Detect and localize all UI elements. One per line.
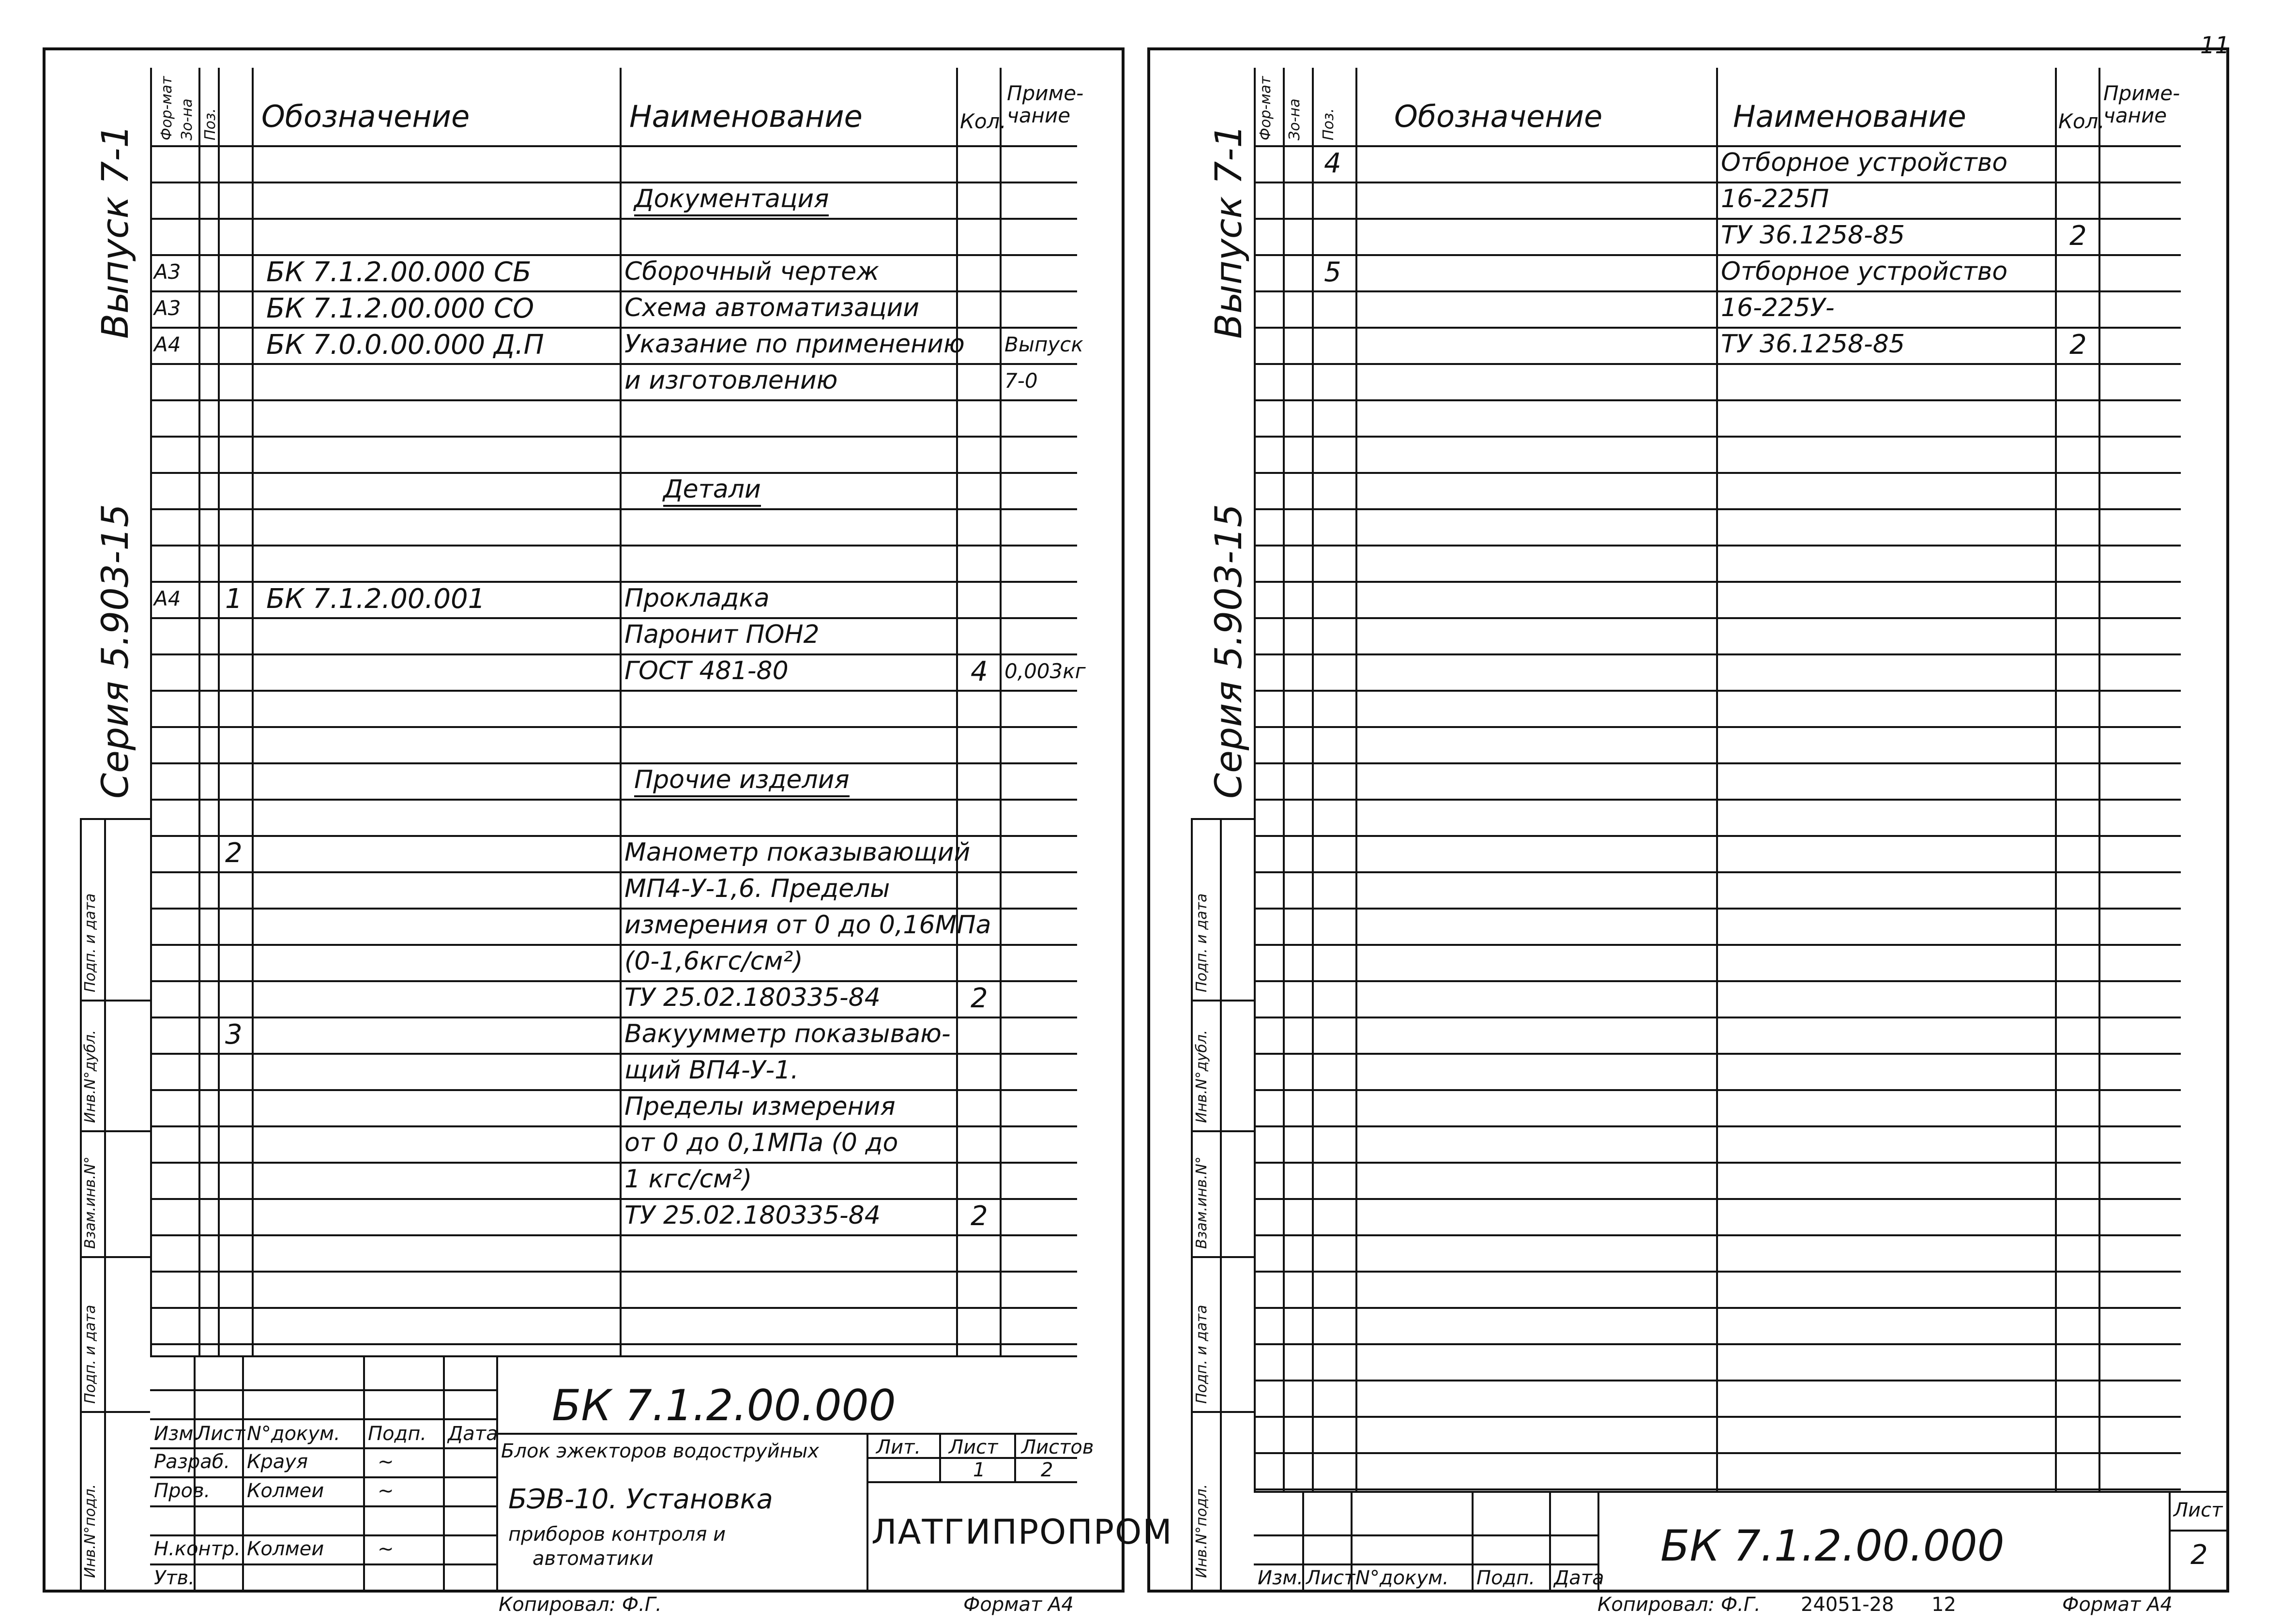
stamp-vzam-inv: Взам.инв.N° <box>1193 1156 1210 1249</box>
tb-sheet-val: 2 <box>2190 1539 2208 1571</box>
grid-line <box>2055 68 2057 1491</box>
stamp-line <box>80 1130 150 1132</box>
row-qty: 2 <box>971 983 988 1014</box>
header-designation: Обозначение <box>261 99 470 134</box>
stamp-line <box>1191 1000 1254 1002</box>
row-qty: 2 <box>971 1200 988 1232</box>
row-designation: БК 7.1.2.00.001 <box>266 583 486 615</box>
tb-col-izm: Изм. <box>154 1423 200 1445</box>
tb-sheet: Лист <box>2174 1499 2223 1521</box>
row-line <box>1254 944 2181 946</box>
row-line <box>1254 1017 2181 1018</box>
grid-line <box>1283 68 1285 1491</box>
corner-sheet-mark: 11 <box>2200 32 2230 59</box>
row-pos: 2 <box>225 837 243 869</box>
row-name: Схема автоматизации <box>624 293 919 322</box>
tb-line <box>150 1389 496 1391</box>
row-line <box>150 690 1077 692</box>
row-line <box>1254 218 2181 220</box>
row-qty: 2 <box>2069 220 2087 252</box>
stamp-line <box>80 1000 150 1002</box>
row-line <box>1254 617 2181 619</box>
side-vypusk: Выпуск 7-1 <box>93 124 137 339</box>
row-line <box>150 290 1077 292</box>
doc-code: БК 7.1.2.00.000 <box>552 1381 896 1430</box>
header-name: Наименование <box>1733 99 1966 134</box>
row-line <box>1254 1125 2181 1127</box>
tb-sign-prov: ~ <box>378 1480 394 1502</box>
row-line <box>1254 835 2181 837</box>
footer-order: 24051-28 <box>1801 1594 1894 1616</box>
row-name: от 0 до 0,1МПа (0 до <box>624 1128 898 1157</box>
tb-line <box>867 1481 1077 1483</box>
tb-lit: Лит. <box>876 1436 921 1458</box>
stamp-inv-podl: Инв.N°подл. <box>82 1484 99 1578</box>
stamp-line <box>1191 1130 1254 1132</box>
row-line <box>1254 1343 2181 1345</box>
row-name: (0-1,6кгс/см²) <box>624 947 803 976</box>
stamp-podp-data-2: Подп. и дата <box>82 893 99 992</box>
row-line <box>1254 1089 2181 1091</box>
tb-sign-nkontr: ~ <box>378 1538 394 1560</box>
row-line <box>150 1162 1077 1164</box>
row-line <box>1254 472 2181 474</box>
grid-line <box>104 818 106 1590</box>
row-name: и изготовлению <box>624 366 838 395</box>
right-sheet <box>1147 47 2229 1593</box>
row-line <box>150 218 1077 220</box>
row-name: ТУ 25.02.180335-84 <box>624 983 881 1012</box>
header-zone: Зо-на <box>1286 98 1303 140</box>
tb-line <box>496 1433 1077 1435</box>
tb-line <box>150 1418 496 1420</box>
tb-line <box>2169 1491 2171 1593</box>
row-line <box>1254 1198 2181 1200</box>
tb-col-list: Лист <box>196 1423 245 1445</box>
row-line <box>150 1089 1077 1091</box>
row-line <box>150 835 1077 837</box>
tb-role-utv: Утв. <box>154 1567 195 1589</box>
row-line <box>150 472 1077 474</box>
row-pos: 3 <box>225 1019 243 1050</box>
row-line <box>150 254 1077 256</box>
row-line <box>150 1271 1077 1273</box>
row-line <box>1254 436 2181 438</box>
row-line <box>150 908 1077 910</box>
row-note: 7-0 <box>1004 369 1038 393</box>
row-name: Указание по применению <box>624 330 965 359</box>
tb-sign-razrab: ~ <box>378 1451 394 1473</box>
tb-line <box>939 1433 941 1481</box>
doc-code: БК 7.1.2.00.000 <box>1660 1521 2005 1571</box>
tb-line <box>496 1355 498 1593</box>
stamp-inv-dubl: Инв.N°дубл. <box>1193 1030 1210 1123</box>
row-line <box>150 399 1077 401</box>
footer-copied: Копировал: Ф.Г. <box>499 1594 662 1616</box>
row-line <box>1254 1488 2181 1490</box>
row-note: Выпуск <box>1004 333 1083 356</box>
row-name: Документация <box>634 186 829 216</box>
side-seriya: Серия 5.903-15 <box>93 503 137 799</box>
row-name: ТУ 36.1258-85 <box>1721 221 1905 250</box>
stamp-podp-data-2: Подп. и дата <box>1193 893 1210 992</box>
tb-col-izm: Изм. <box>1258 1567 1304 1589</box>
header-zone: Зо-на <box>179 98 196 140</box>
row-line <box>150 1234 1077 1236</box>
row-name: Прокладка <box>624 584 770 613</box>
header-qty: Кол. <box>960 109 1006 133</box>
row-line <box>1254 871 2181 873</box>
row-line <box>1254 399 2181 401</box>
row-name: 16-225П <box>1721 184 1829 213</box>
grid-line <box>1254 68 1256 1491</box>
header-note: Приме-чание <box>2103 81 2180 128</box>
header-name: Наименование <box>629 99 863 134</box>
header-qty: Кол. <box>2058 109 2105 133</box>
row-line <box>1254 581 2181 583</box>
tb-line <box>2169 1530 2229 1532</box>
footer-num: 12 <box>1931 1594 1956 1616</box>
stamp-inv-podl: Инв.N°подл. <box>1193 1484 1210 1578</box>
row-pos: 1 <box>225 583 243 615</box>
row-name: МП4-У-1,6. Пределы <box>624 874 890 903</box>
row-line <box>1254 1053 2181 1055</box>
row-line <box>1254 327 2181 329</box>
row-name: 16-225У- <box>1721 293 1835 322</box>
tb-line <box>150 1476 496 1478</box>
tb-line <box>1254 1534 1597 1536</box>
row-line <box>150 1307 1077 1309</box>
tb-sheet-val: 1 <box>973 1459 986 1481</box>
grid-line <box>1191 818 1193 1590</box>
left-sheet <box>43 47 1125 1593</box>
stamp-line <box>1191 818 1254 820</box>
tb-line <box>150 1534 496 1536</box>
row-line <box>150 980 1077 982</box>
footer-copied: Копировал: Ф.Г. <box>1597 1594 1761 1616</box>
tb-name-prov: Колмеи <box>247 1480 324 1502</box>
row-line <box>150 1343 1077 1345</box>
row-line <box>1254 980 2181 982</box>
row-designation: БК 7.0.0.00.000 Д.П <box>266 329 544 361</box>
side-vypusk: Выпуск 7-1 <box>1207 124 1250 339</box>
header-note: Приме-чание <box>1007 81 1084 128</box>
row-name: щий ВП4-У-1. <box>624 1056 799 1085</box>
stamp-line <box>80 1256 150 1258</box>
row-name: ТУ 25.02.180335-84 <box>624 1201 881 1230</box>
row-line <box>150 508 1077 510</box>
tb-line <box>1254 1563 1597 1565</box>
row-line <box>150 1053 1077 1055</box>
row-line <box>150 363 1077 365</box>
row-line <box>1254 653 2181 655</box>
header-designation: Обозначение <box>1394 99 1603 134</box>
grid-line <box>1716 68 1718 1491</box>
row-line <box>1254 762 2181 764</box>
header-pos: Поз. <box>1320 108 1337 140</box>
tb-line <box>1014 1433 1016 1481</box>
row-name: Паронит ПОН2 <box>624 620 820 649</box>
row-name: Сборочный чертеж <box>624 257 879 286</box>
stamp-vzam-inv: Взам.инв.N° <box>82 1156 99 1249</box>
row-line <box>1254 508 2181 510</box>
row-line <box>150 762 1077 764</box>
tb-col-data: Дата <box>1554 1567 1604 1589</box>
title-block-top <box>150 1355 1077 1357</box>
row-line <box>150 545 1077 546</box>
row-line <box>1254 908 2181 910</box>
tb-line <box>1549 1491 1551 1593</box>
row-line <box>1254 1162 2181 1164</box>
tb-line <box>150 1505 496 1507</box>
tb-role-nkontr: Н.контр. <box>154 1538 241 1560</box>
row-name: Отборное устройство <box>1721 148 2008 177</box>
tb-title-1: Блок эжекторов водоструйных <box>501 1440 819 1462</box>
row-line <box>1254 1452 2181 1454</box>
tb-line <box>150 1447 496 1449</box>
row-name: Пределы измерения <box>624 1092 896 1121</box>
row-name: ГОСТ 481-80 <box>624 656 789 685</box>
row-designation: БК 7.1.2.00.000 СБ <box>266 257 532 288</box>
tb-title-4: автоматики <box>532 1548 654 1570</box>
row-line <box>1254 1380 2181 1381</box>
row-format: А4 <box>154 333 181 356</box>
row-line <box>1254 1234 2181 1236</box>
row-line <box>1254 726 2181 728</box>
footer-format: Формат А4 <box>2062 1594 2173 1616</box>
stamp-podp-data: Подп. и дата <box>1193 1305 1210 1404</box>
row-name: ТУ 36.1258-85 <box>1721 330 1905 359</box>
tb-role-prov: Пров. <box>154 1480 211 1502</box>
stamp-line <box>1191 1411 1254 1413</box>
row-line <box>150 617 1077 619</box>
tb-col-list: Лист <box>1306 1567 1355 1589</box>
row-line <box>1254 363 2181 365</box>
row-name: 1 кгс/см²) <box>624 1165 752 1194</box>
title-block-top <box>1254 1491 2229 1493</box>
tb-col-data: Дата <box>448 1423 498 1445</box>
header-format: Фор-мат <box>1257 76 1274 140</box>
tb-name-nkontr: Колмеи <box>247 1538 324 1560</box>
row-line <box>1254 182 2181 183</box>
row-line <box>1254 690 2181 692</box>
row-qty: 4 <box>971 656 988 687</box>
header-line <box>1254 145 2181 147</box>
row-line <box>1254 1271 2181 1273</box>
row-line <box>150 1198 1077 1200</box>
header-pos: Поз. <box>202 108 219 140</box>
row-designation: БК 7.1.2.00.000 СО <box>266 293 534 324</box>
tb-col-ndok: N°докум. <box>1355 1567 1449 1589</box>
row-format: А3 <box>154 260 181 284</box>
row-line <box>1254 254 2181 256</box>
tb-name-razrab: Крауя <box>247 1451 308 1473</box>
row-pos: 4 <box>1324 148 1341 179</box>
row-line <box>150 182 1077 183</box>
stamp-podp-data: Подп. и дата <box>82 1305 99 1404</box>
row-line <box>150 799 1077 801</box>
header-line <box>150 145 1077 147</box>
side-seriya: Серия 5.903-15 <box>1207 503 1250 799</box>
row-line <box>150 1017 1077 1018</box>
tb-col-podp: Подп. <box>368 1423 427 1445</box>
stamp-line <box>80 818 150 820</box>
grid-line <box>1220 818 1222 1590</box>
header-format: Фор-мат <box>158 76 175 140</box>
row-name: Детали <box>663 477 761 507</box>
tb-sheets: Листов <box>1021 1436 1094 1458</box>
row-line <box>150 653 1077 655</box>
row-format: А3 <box>154 296 181 320</box>
footer-format: Формат А4 <box>963 1594 1074 1616</box>
tb-sheets-val: 2 <box>1041 1459 1053 1481</box>
grid-line <box>1312 68 1314 1491</box>
stamp-inv-dubl: Инв.N°дубл. <box>82 1030 99 1123</box>
row-line <box>150 327 1077 329</box>
row-line <box>150 726 1077 728</box>
tb-title-2: БЭВ-10. Установка <box>508 1484 773 1515</box>
row-line <box>150 944 1077 946</box>
tb-org: ЛАТГИПРОПРОМ <box>871 1512 1173 1552</box>
tb-col-podp: Подп. <box>1476 1567 1536 1589</box>
row-line <box>1254 1416 2181 1418</box>
row-format: А4 <box>154 587 181 610</box>
row-line <box>150 871 1077 873</box>
row-qty: 2 <box>2069 329 2087 361</box>
row-name: Вакуумметр показываю- <box>624 1019 951 1048</box>
grid-line <box>1355 68 1357 1491</box>
row-line <box>150 1125 1077 1127</box>
row-line <box>150 436 1077 438</box>
stamp-line <box>1191 1256 1254 1258</box>
row-name: Отборное устройство <box>1721 257 2008 286</box>
row-line <box>1254 545 2181 546</box>
row-line <box>1254 799 2181 801</box>
stamp-line <box>80 1411 150 1413</box>
tb-title-3: приборов контроля и <box>508 1523 726 1546</box>
tb-sheet: Лист <box>949 1436 998 1458</box>
tb-line <box>150 1563 496 1565</box>
tb-role-razrab: Разраб. <box>154 1451 230 1473</box>
row-line <box>1254 290 2181 292</box>
row-name: измерения от 0 до 0,16МПа <box>624 911 991 940</box>
row-line <box>150 581 1077 583</box>
row-name: Прочие изделия <box>634 767 850 797</box>
grid-line <box>2099 68 2100 1491</box>
row-line <box>1254 1307 2181 1309</box>
row-pos: 5 <box>1324 257 1341 288</box>
row-name: Манометр показывающий <box>624 838 971 867</box>
tb-col-ndok: N°докум. <box>247 1423 340 1445</box>
tb-line <box>1472 1491 1474 1593</box>
row-note: 0,003кг <box>1004 659 1086 683</box>
